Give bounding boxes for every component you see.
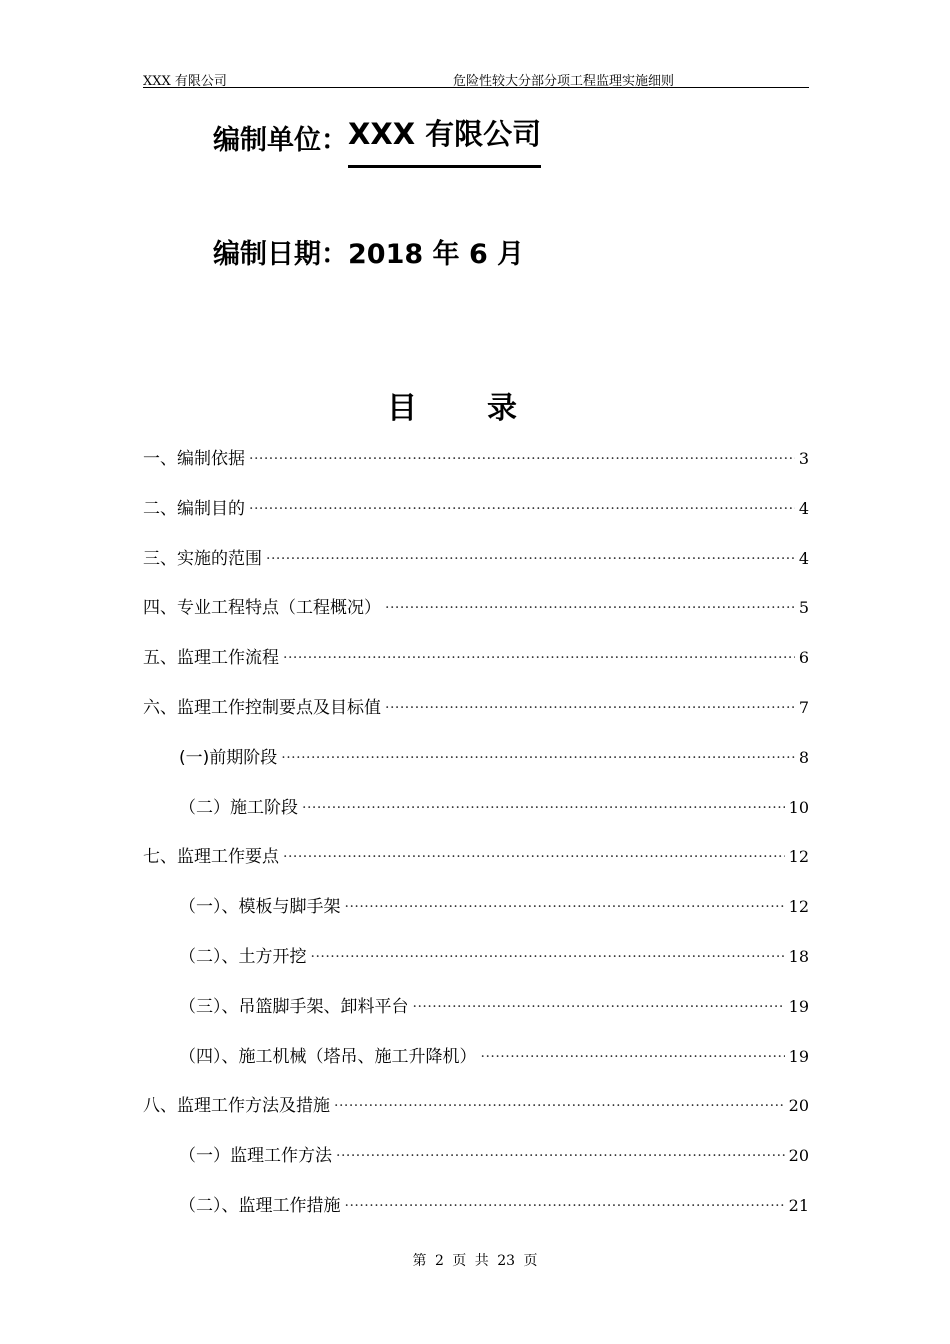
toc-entry[interactable] (143, 643, 809, 693)
toc-entry-label: 二、编制目的 (143, 498, 245, 519)
toc-entry[interactable] (143, 992, 809, 1042)
compiler-date-value: 2018 年 6 月 (348, 239, 525, 270)
toc-entry[interactable] (143, 842, 809, 892)
compiler-date-row (213, 232, 524, 271)
toc-entry[interactable] (143, 1141, 809, 1191)
toc-entry-label: （一）监理工作方法 (179, 1146, 332, 1167)
toc-entry-label: 六、监理工作控制要点及目标值 (143, 697, 381, 718)
toc-entry-label: 一、编制依据 (143, 449, 245, 469)
toc-entry-page-number: 4 (798, 548, 809, 568)
toc-entry[interactable] (143, 444, 809, 494)
toc-entry-label: 五、监理工作流程 (143, 648, 279, 669)
toc-entry[interactable] (143, 693, 809, 743)
toc-dot-leader (266, 544, 795, 574)
toc-entry-label: 四、专业工程特点（工程概况） (143, 598, 381, 619)
toc-entry-label: 七、监理工作要点 (143, 847, 279, 868)
toc-entry-page-number: 3 (798, 449, 809, 468)
toc-entry-page-number: 7 (798, 697, 809, 717)
toc-dot-leader (334, 1091, 785, 1121)
toc-entry-page-number: 6 (798, 648, 809, 668)
compiler-unit-label: 编制单位： (213, 125, 348, 156)
toc-entry-label: （二）、监理工作措施 (179, 1195, 341, 1216)
toc-dot-leader (385, 693, 795, 723)
toc-entry[interactable] (143, 494, 809, 544)
toc-entry[interactable] (143, 1191, 809, 1241)
toc-entry-page-number: 19 (788, 1046, 809, 1066)
toc-entry[interactable] (143, 1091, 809, 1141)
toc-entry-label: （一）、模板与脚手架 (179, 897, 341, 918)
table-of-contents (143, 444, 809, 1241)
toc-entry[interactable] (143, 1042, 809, 1092)
header-document-title: 危险性较大分部分项工程监理实施细则 (453, 74, 675, 89)
toc-dot-leader (249, 494, 795, 524)
toc-entry-page-number: 19 (788, 996, 809, 1016)
toc-entry-page-number: 5 (798, 598, 809, 618)
toc-dot-leader (302, 793, 785, 823)
toc-dot-leader (345, 1191, 785, 1221)
toc-dot-leader (481, 1042, 785, 1072)
toc-entry-label: 八、监理工作方法及措施 (143, 1096, 330, 1117)
toc-entry-page-number: 20 (788, 1096, 809, 1116)
toc-dot-leader (345, 892, 785, 922)
page-header (143, 70, 809, 88)
toc-entry-page-number: 21 (788, 1195, 809, 1215)
toc-entry-page-number: 20 (788, 1146, 809, 1166)
toc-entry-page-number: 12 (788, 847, 809, 867)
toc-dot-leader (249, 444, 795, 474)
toc-entry[interactable] (143, 544, 809, 594)
toc-entry-page-number: 4 (798, 498, 809, 518)
toc-entry-page-number: 18 (788, 946, 809, 966)
toc-dot-leader (283, 842, 785, 872)
toc-dot-leader (385, 593, 795, 623)
toc-dot-leader (336, 1141, 785, 1171)
toc-entry[interactable] (143, 942, 809, 992)
compiler-unit-row (213, 118, 541, 168)
toc-entry[interactable] (143, 793, 809, 843)
toc-dot-leader (281, 743, 795, 773)
toc-entry-label: （二）施工阶段 (179, 797, 298, 818)
toc-dot-leader (283, 643, 795, 673)
toc-entry-label: （二）、土方开挖 (179, 946, 307, 967)
toc-entry[interactable] (143, 743, 809, 793)
toc-entry-label: （四）、施工机械（塔吊、施工升降机） (179, 1046, 477, 1067)
toc-entry[interactable] (143, 892, 809, 942)
toc-entry-page-number: 12 (788, 897, 809, 917)
toc-dot-leader (413, 992, 785, 1022)
toc-entry-page-number: 10 (788, 797, 809, 817)
compiler-date-label: 编制日期： (213, 239, 348, 270)
compiler-unit-value: XXX 有限公司 (348, 112, 541, 168)
toc-entry-label: （三）、吊篮脚手架、卸料平台 (179, 996, 409, 1017)
toc-title: 目录 (387, 391, 587, 426)
toc-dot-leader (311, 942, 785, 972)
header-company: XXX 有限公司 (143, 74, 227, 89)
toc-entry-label: 三、实施的范围 (143, 548, 262, 569)
toc-entry-label: (一)前期阶段 (179, 747, 278, 768)
toc-entry-page-number: 8 (798, 747, 809, 767)
toc-entry[interactable] (143, 593, 809, 643)
page-footer: 第 2 页 共 23 页 (412, 1253, 538, 1269)
